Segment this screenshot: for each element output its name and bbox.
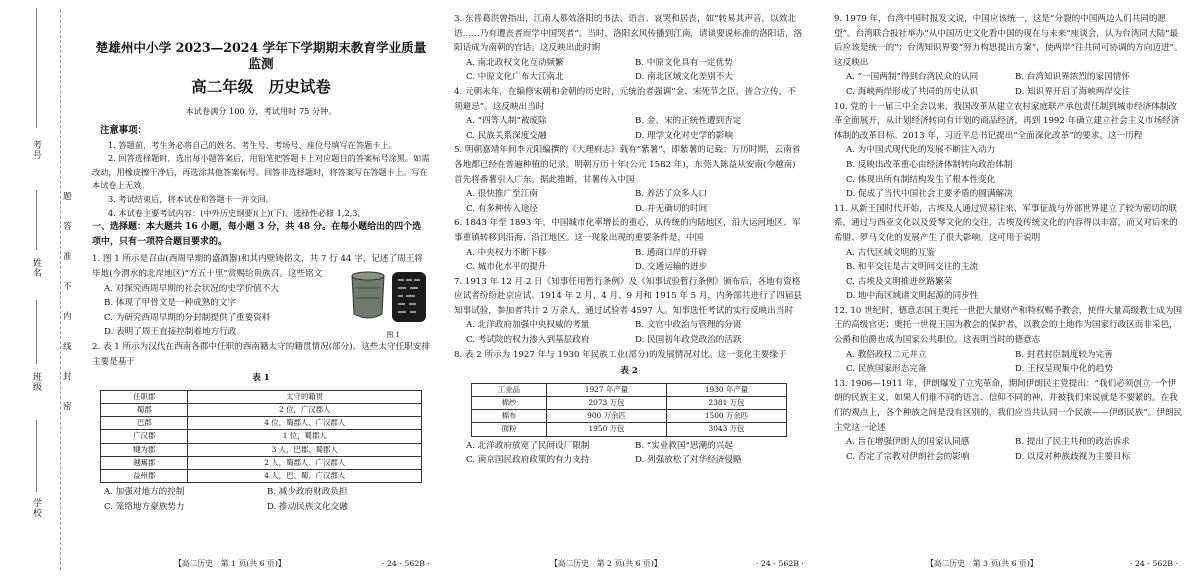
table-cell: 900 万余匹 — [546, 410, 666, 423]
q3-options — [454, 56, 804, 85]
table-cell: 2381 万包 — [666, 397, 786, 410]
table-row — [101, 456, 422, 469]
bronze-vessel-figure — [346, 268, 428, 330]
q11-option-d: D. 地中海区域诸文明起源的同步性 — [846, 291, 979, 302]
table-row — [101, 417, 422, 430]
line-exam-number — [36, 8, 37, 128]
table-row — [101, 390, 422, 403]
label-class: 班级 — [31, 372, 41, 392]
q10-stem: 10. 党的十一届三中全会以来，我国改革从建立农村家庭联产承包责任制到城市经济体制改革全面展开，从计划经济转向有计划的商品经济，再到 1992 年确立建立社会主义市场经济体制的改革目标。2013 年，习近平总书记提出“全面深化改革”的要求。这一历程 — [834, 101, 1180, 141]
table-cell: 4 位，蜀郡人、广汉郡人 — [188, 417, 422, 430]
table-cell: 巴郡 — [101, 417, 188, 430]
q4-option-c: C. 民族关系深度交融 — [466, 130, 547, 141]
q1-option-d: D. 表明了周王直接控制着地方行政 — [104, 327, 237, 338]
q10-option-b: B. 反映出改革重心由经济体制转向政治体制 — [846, 159, 1013, 170]
q9-option-d: D. 知识界开启了海峡两岸交往 — [1015, 86, 1131, 97]
q2-options — [92, 485, 430, 514]
q10-option-d: D. 促成了当代中国社会主要矛盾的圆满解决 — [846, 189, 1013, 200]
q8-option-b: B. “实业救国”思潮的兴起 — [635, 440, 733, 451]
table-cell: 3043 万包 — [666, 423, 786, 436]
q13-options — [834, 435, 1184, 464]
table-cell: 2 人，蜀郡人、广汉郡人 — [188, 456, 422, 469]
table-row — [101, 443, 422, 456]
table-cell: 2073 万包 — [546, 397, 666, 410]
q13-stem: 13. 1906—1911 年，伊朗爆发了立宪革命，期间伊朗民主党提出：“我们必须创立一个伊朗的民族主义，如果人们谁不同的语言、信仰不同的神，并被我们来说就是不要紧的。在我们的观点上，各个种族之间是没有区别的，我们应当共认同一个民族——伊朗民族”。伊朗民主党这一论述 — [834, 378, 1183, 433]
table-cell: 4 人，巴、蜀、广汉郡人 — [188, 469, 422, 482]
page-1 — [92, 0, 430, 578]
q1-option-a: A. 对探究西周早期的社会状况的史学价值不大 — [104, 283, 279, 294]
seal-text: 题 答 准 不 内 线 封 密 — [63, 192, 72, 412]
page-3-footer-left: 【高二历史 第 3 页(共 6 页)】 — [926, 559, 1038, 569]
q13-option-a: A. 旨在增强伊朗人的国家认同感 — [846, 437, 970, 448]
table-row — [101, 430, 422, 443]
table-cell: 面粉 — [472, 423, 547, 436]
q5-options — [454, 187, 804, 216]
table-cell: 1950 万包 — [546, 423, 666, 436]
q6-option-a: A. 中央权力不断下移 — [466, 247, 547, 258]
table-cell: 2 位，广汉郡人 — [188, 403, 422, 416]
q6-stem: 6. 1843 年至 1893 年，中国城市化率增长的重心，从传统的内陆地区，沿大运河地区、军事重镇转移到沿海、沿江地区。这一现象出现的重要条件是，中国 — [454, 218, 801, 243]
q8-stem: 8. 表 2 所示为 1927 年与 1930 年民族工业(部分)的发展情况对比。这一变化主要缘于 — [454, 349, 787, 360]
table-row — [472, 423, 787, 436]
q11-option-b: B. 和平交往是古文明间交往的主流 — [846, 262, 979, 273]
page-3-footer-right: · 24 - 562B · — [1129, 559, 1178, 569]
table-2-caption: 表 2 — [620, 366, 638, 377]
label-school: 学校 — [31, 498, 41, 518]
q5-stem: 5. 明朝嘉靖年间李元阳编撰的《大理府志》载有“紫薯”，即紫薯的记载；万历时期，云南省各地都已经在普遍种植的记录。明朝万历十年(公元 1582 年)，东莞人陈益从安南(今越南)首先将番薯引入广东。据此推断，甘薯传入中国 — [454, 145, 801, 185]
q6-option-c: C. 城市化水平的提升 — [466, 262, 547, 273]
q11-option-a: A. 古代区域文明的互鉴 — [846, 247, 936, 258]
q6-option-b: B. 通商口岸的开辟 — [635, 247, 707, 258]
table-header: 1927 年产量 — [546, 383, 666, 396]
q10-option-c: C. 体现出所有制结构发生了根本性变化 — [846, 174, 996, 185]
q12-stem: 12. 10 世纪时，德意志国王奥托一世把大量财产和特权赐予教会，使得大量高级教士成为国王的高级官吏；奥托一世视王国为教会的保护者，以教会的土地作为国家行政区而非采邑，公爵和伯爵也成为国家公共职位。这表明当时的德意志 — [834, 305, 1183, 346]
note-2: 2. 回答选择题时，选出每小题答案后，用铅笔把答题卡上对应题目的答案标号涂黑。如需改动，用橡皮擦干净后，再选涂其他答案标号。回答非选择题时，将答案写在答题卡上。写在本试卷上无效。 — [92, 153, 430, 191]
q4-option-a: A. “四等人制”被废除 — [466, 116, 547, 127]
table-cell: 蜀郡 — [101, 403, 188, 416]
q2-option-c: C. 笼络地方豪族势力 — [104, 501, 185, 512]
q11-stem: 11. 从新王国时代开始，古埃及人通过贸易往来、军事征战与外部世界建立了较为密切的联系，通过与西亚文化以及爱琴文化的交往，古埃及传统文化的内容得以丰富，而又对后来的希腊、罗马文化的发展产生了很大影响。这可用于说明 — [834, 203, 1178, 243]
q11-option-c: C. 古埃及文明推进丝路繁荣 — [846, 276, 953, 287]
q13-option-b: B. 提出了民主共和的政治诉求 — [1015, 437, 1130, 448]
q9-option-c: C. 海峡两岸形成了共同的历史认识 — [846, 86, 979, 97]
q12-option-d: D. 王权呈现集中化的趋势 — [1015, 364, 1113, 375]
q8-options — [454, 439, 804, 468]
q1-stem: 1. 图 1 所示是召由(西周早期的盛酒器)和其内壁铸铭文，共 7 行 44 字，记述了周王将毕地(今渭水的北岸地区)“方五十里”赏赐给贵族召。这些铭文 — [92, 254, 423, 279]
table-header: 任职郡 — [101, 390, 188, 403]
label-exam-number: 考号 — [31, 140, 41, 160]
q10-option-a: A. 为中国式现代化的发展不断注入动力 — [846, 145, 996, 156]
q6-options — [454, 246, 804, 275]
note-3: 3. 考试结束后，将本试卷和答题卡一并交回。 — [108, 193, 274, 204]
seal-dashed-line — [60, 10, 61, 570]
table-header: 工业品 — [472, 383, 547, 396]
table-2 — [471, 383, 787, 437]
q7-option-c: C. 考试院的权力渗入到基层政府 — [466, 335, 590, 346]
figure-1-caption: 图 1 — [386, 330, 400, 339]
q7-option-d: D. 民国初年政党政治的活跃 — [635, 335, 742, 346]
q4-stem: 4. 元朝末年，在编修宋朝和金朝的历史时，元统治者强调“金、宋死节之臣，皆合立传，不须避忌”。这反映出当时 — [454, 86, 796, 112]
exam-info: 本试卷满分 100 分，考试用时 75 分钟。 — [185, 106, 337, 116]
q9-stem: 9. 1979 年，台湾中国时报发文说，中国应该统一，这是“分裂的中国两边人们共同的愿望”。台湾联合报社举办“从中国历史文化看中国的现在与未来”座谈会，认为台湾同大陆“最后应该是统一的”；台湾知识界要“努力构思提出方案”，使两岸“往共同可协调的方向迈进”。这反映出 — [834, 14, 1183, 68]
exam-subtitle: 高二年级 历史试卷 — [191, 77, 331, 96]
q12-option-c: C. 民族国家形态完备 — [846, 364, 927, 375]
table-cell: 棉纱 — [472, 397, 547, 410]
page-2-footer-right: · 24 - 562B · — [755, 559, 804, 569]
line-name — [36, 190, 37, 250]
q3-option-c: C. 中原文化广布大江南北 — [466, 72, 564, 83]
table-cell: 1 位，蜀郡人 — [188, 430, 422, 443]
q7-stem: 7. 1913 年 12 月 2 日《知事任用暂行条例》及《知事试验暂行条例》颁布后，各地有资格应试者纷纷赴京应试。1914 年 2 月、4 月、9 月和 1915 年 5 月，内务部共进行了四届县知事试验，参加者共计 2 万余人，通过试验者 4597 人。知事选任考试的实行反映出当时 — [454, 276, 803, 316]
table-1-caption: 表 1 — [252, 373, 270, 384]
q2-option-a: A. 加强对地方的控制 — [104, 487, 185, 498]
table-cell: 广汉郡 — [101, 430, 188, 443]
q13-option-c: C. 否定了宗教对伊朗社会的影响 — [846, 451, 970, 462]
table-row — [472, 410, 787, 423]
q1-option-b: B. 体现了甲骨文是一种成熟的文字 — [104, 298, 237, 309]
binding-strip — [0, 0, 90, 578]
q7-option-b: B. 文官中政治与管理的分离 — [635, 320, 742, 331]
q8-option-a: A. 北洋政府放宽了民间设厂限制 — [466, 440, 590, 451]
table-cell: 犍为郡 — [101, 443, 188, 456]
q2-option-d: D. 推动民族文化交融 — [267, 501, 348, 512]
q12-option-b: B. 封君封臣制度较为完善 — [1015, 349, 1113, 360]
q5-option-b: B. 养活了众多人口 — [635, 189, 707, 200]
table-cell: 益州郡 — [101, 469, 188, 482]
inscription-rubbing-icon — [392, 272, 426, 322]
q3-option-a: A. 南北政权文化互动频繁 — [466, 57, 564, 68]
q4-option-b: B. 金、宋的正统性遭到否定 — [635, 116, 742, 127]
q4-option-d: D. 理学文化对史学的影响 — [635, 130, 733, 141]
table-row — [101, 469, 422, 482]
q9-option-b: B. 台湾知识界浓烈的家国情怀 — [1015, 72, 1130, 83]
table-row — [472, 397, 787, 410]
notes-title: 注意事项： — [100, 125, 147, 136]
q5-option-a: A. 很快推广至江南 — [466, 189, 538, 200]
page-3 — [834, 0, 1184, 578]
note-4: 4. 本试卷主要考试内容：(中外历史纲要)(上)(下)、选择性必修 1,2,3。 — [108, 207, 366, 218]
q8-option-c: C. 南京国民政府政策的有力支持 — [466, 455, 590, 466]
q12-option-a: A. 教俗政权二元并立 — [846, 349, 927, 360]
q6-option-d: D. 交通运输的进步 — [635, 262, 708, 273]
page-2-footer-left: 【高二历史 第 2 页(共 6 页)】 — [550, 559, 662, 569]
q9-option-a: A. “一国两制”得到台湾民众的认同 — [846, 72, 979, 83]
table-cell: 3 人，巴郡、蜀郡人 — [188, 443, 422, 456]
table-header: 1930 年产量 — [666, 383, 786, 396]
table-row — [472, 383, 787, 396]
vessel-icon — [352, 272, 384, 318]
q3-option-d: D. 南北区域文化差别不大 — [635, 72, 733, 83]
table-cell: 1500 万余匹 — [666, 410, 786, 423]
q2-stem: 2. 表 1 所示为汉代在西南各郡中任职的西南籍太守的籍贯情况(部分)。这些太守任职安排主要是基于 — [92, 341, 430, 367]
table-header: 太守的籍贯 — [188, 390, 422, 403]
q3-option-b: B. 中原文化具有一定优势 — [635, 57, 733, 68]
q8-option-d: D. 列强放松了对华经济侵略 — [635, 455, 742, 466]
q7-option-a: A. 北洋政府加强中央权威的考量 — [466, 320, 590, 331]
line-school — [36, 420, 37, 492]
q9-options — [834, 70, 1184, 99]
q1-option-c: C. 为研究西周早期的分封制提供了重要资料 — [104, 312, 271, 323]
page-1-footer-right: · 24 - 562B · — [381, 559, 430, 569]
page-2 — [454, 0, 804, 578]
line-class — [36, 300, 37, 364]
q2-option-b: B. 减少政府财政负担 — [267, 487, 348, 498]
q3-stem: 3. 东晋葛洪曾指出，江南人慕效洛阳的书法、语言、哀哭和居丧，如“转易其声音，以效北语……乃有遭丧者而学中国哭者”。当时，洛阳玄风传播到江南，请谈要说标准的洛阳话，洛阳话成为南朝的官话。这反映出此时期 — [454, 14, 803, 54]
q12-options — [834, 348, 1184, 377]
table-cell: 棉布 — [472, 410, 547, 423]
q5-option-c: C. 有多种传入途径 — [466, 203, 538, 214]
label-name: 姓名 — [31, 258, 41, 278]
exam-title: 楚雄州中小学 2023—2024 学年下学期期末教育学业质量监测 — [95, 40, 427, 71]
note-1: 1. 答题前，考生务必将自己的姓名、考生号、考场号、座位号填写在答题卡上。 — [108, 139, 397, 150]
q4-options — [454, 114, 804, 143]
table-cell: 越嶲郡 — [101, 456, 188, 469]
section-heading: 一、选择题：本大题共 16 小题，每小题 3 分，共 48 分。在每小题给出的四个选项中，只有一项符合题目要求的。 — [92, 222, 422, 247]
page-1-footer-left: 【高二历史 第 1 页(共 6 页)】 — [174, 559, 286, 569]
table-1 — [100, 390, 422, 483]
q5-option-d: D. 并无确切的时间 — [635, 203, 708, 214]
q13-option-d: D. 以反对种族歧视为主要目标 — [1015, 451, 1131, 462]
table-row — [101, 403, 422, 416]
q7-options — [454, 318, 804, 347]
